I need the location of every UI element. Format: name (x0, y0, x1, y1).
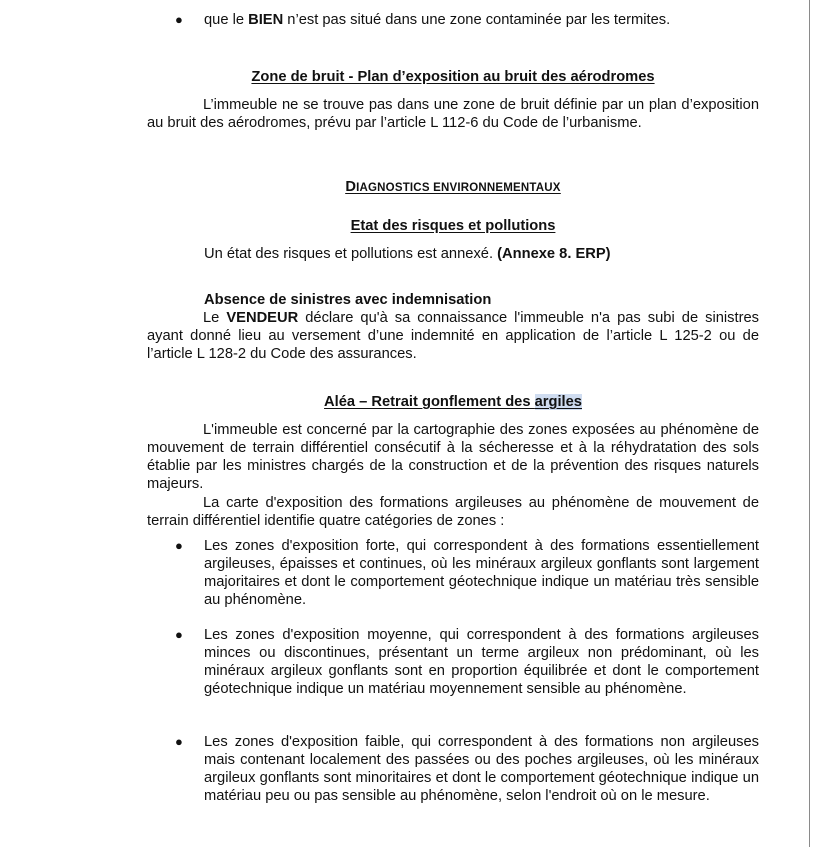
text-segment: Le (203, 310, 227, 326)
heading-text: Etat des risques et pollutions (350, 218, 556, 234)
heading-rest: IAGNOSTICS ENVIRONNEMENTAUX (356, 182, 561, 194)
risques-paragraph (204, 245, 611, 263)
diagnostics-heading (147, 178, 759, 197)
bullet-marker: ● (175, 627, 183, 642)
zone-bruit-heading (147, 68, 759, 86)
vendeur-bold: VENDEUR (226, 310, 299, 326)
zone-bruit-paragraph: L’immeuble ne se trouve pas dans une zone de bruit définie par un plan d’exposition au bruit des aérodromes, prévu par l’article L 112-6 du Code de l’urbanisme. (147, 97, 759, 131)
bullet-marker: ● (175, 734, 183, 749)
bullet-marker: ● (175, 12, 183, 27)
text-segment: que le (204, 12, 249, 28)
bien-bold: BIEN (248, 12, 284, 28)
page-border (809, 0, 810, 847)
alea-paragraph-1: L'immeuble est concerné par la cartographie des zones exposées au phénomène de mouvement de terrain différentiel consécutif à la sécheresse et à la réhydratation des sols établie par les ministres chargés de la construction et de la prévention des risques naturels majeurs. (147, 422, 759, 492)
sinistres-paragraph (147, 309, 759, 363)
list-item-moyenne: Les zones d'exposition moyenne, qui correspondent à des formations argileuses minces ou discontinues, présentant un terme argileux non prédominant, où les minéraux argileux gonflants sont en proportion équilibrée et dont le comportement géotechnique indique un matériau moyennement sensible au phénomène. (204, 627, 759, 697)
first-letter: D (345, 179, 357, 195)
risques-heading (147, 217, 759, 235)
text-segment: n’est pas situé dans une zone contaminée par les termites. (283, 12, 671, 28)
annex-reference: (Annexe 8. ERP) (497, 246, 611, 262)
heading-text: Aléa – Retrait gonflement des (324, 394, 535, 410)
heading-text: Zone de bruit - Plan d’exposition au bruit des aérodromes (251, 69, 655, 85)
sinistres-heading (204, 291, 491, 309)
bullet-marker: ● (175, 538, 183, 553)
alea-heading (147, 393, 759, 411)
heading-text: Absence de sinistres avec indemnisation (204, 292, 492, 308)
list-item-forte: Les zones d'exposition forte, qui correspondent à des formations essentiellement argileuses, épaisses et continues, où les minéraux argileux gonflants sont largement majoritaires et dont le comportement géotechnique indique un matériau très sensible au phénomène. (204, 538, 759, 608)
list-item-faible: Les zones d'exposition faible, qui correspondent à des formations non argileuses mais contenant localement des passées ou des poches argileuses, où les minéraux argileux gonflants sont minoritaires et dont le comportement géotechnique indique un matériau peu ou pas sensible au phénomène, selon l'endroit où on le mesure. (204, 734, 759, 804)
text-segment: déclare qu'à sa connaissance l'immeuble n'a pas subi de sinistres ayant donné lieu au versement d’une indemnité en application de l’article L 125-2 ou de l’article L 128-2 du Code des assurances. (147, 310, 760, 362)
text-segment: Un état des risques et pollutions est annexé. (204, 246, 498, 262)
alea-paragraph-2: La carte d'exposition des formations argileuses au phénomène de mouvement de terrain différentiel identifie quatre catégories de zones : (147, 495, 759, 529)
highlighted-word: argiles (534, 394, 582, 410)
termites-bullet-text (204, 11, 670, 29)
